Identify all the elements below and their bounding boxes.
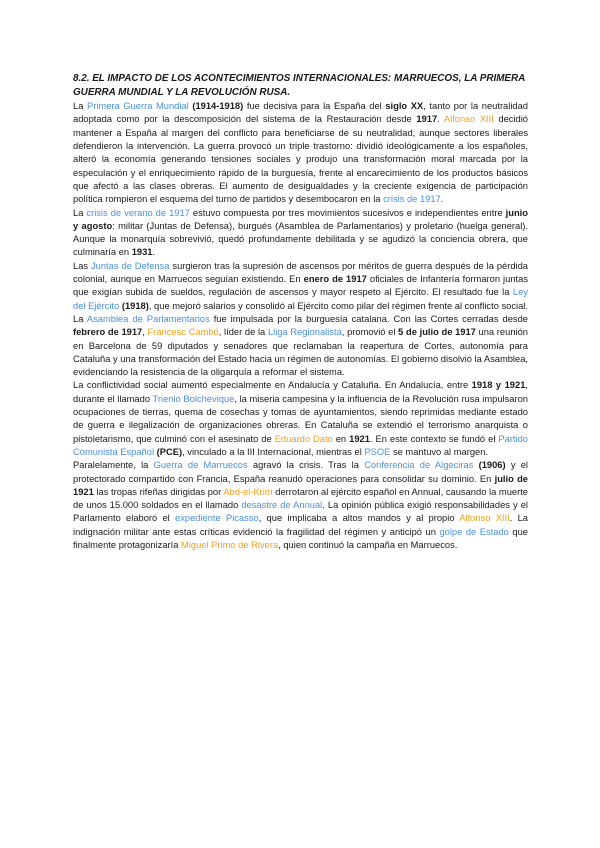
text-run: fue decisiva para la España del (243, 101, 386, 112)
document-page (73, 72, 528, 552)
link-term[interactable]: Ley del Ejército (73, 287, 528, 311)
paragraph (73, 379, 528, 459)
link-term[interactable]: Asamblea de Parlamentarios (86, 313, 210, 324)
link-term[interactable]: crisis de 1917 (383, 194, 441, 205)
text-run: Paralelamente, la (73, 460, 154, 471)
text-run: . (440, 194, 444, 205)
text-run: y el protectorado compartido con Francia, España reanudó operaciones para consolidar su dominio. En (73, 460, 528, 484)
text-run: , líder de la (218, 327, 268, 338)
text-run: , tanto por la neutralidad adoptada como por la descomposición del sistema de la Restauración desde (73, 101, 528, 125)
bold-text: 1931 (131, 247, 153, 258)
link-term[interactable]: Trienio Bolchevique (152, 393, 235, 404)
text-run: en (332, 433, 350, 444)
section-title: 8.2. EL IMPACTO DE LOS ACONTECIMIENTOS INTERNACIONALES: MARRUECOS, LA PRIMERA GUERRA MUNDIAL Y LA REVOLUCIÓN RUSA. (73, 73, 525, 98)
text-run: , quien continuó la campaña en Marruecos. (278, 539, 458, 550)
paragraph (73, 100, 528, 206)
link-term[interactable]: Conferencia de Algeciras (364, 460, 474, 471)
bold-text: 1918 y 1921 (471, 380, 526, 391)
text-run: . (437, 114, 444, 125)
link-term[interactable]: PSOE (364, 446, 391, 457)
link-person[interactable]: Alfonso XIII (459, 513, 510, 524)
link-person[interactable]: Abd-el-Krim (223, 486, 273, 497)
link-term[interactable]: Partido Comunista Español (73, 433, 528, 457)
bold-text: 1921 (349, 433, 370, 444)
link-term[interactable]: Primera Guerra Mundial (87, 101, 189, 112)
link-term[interactable]: desastre de Annual (241, 500, 323, 511)
text-run: , durante el llamado (73, 380, 528, 404)
bold-text: (1906) (478, 460, 506, 471)
text-run: : militar (Juntas de Defensa), burgués (Asamblea de Parlamentarios) y proletario (huelga general). Aunque la monarquía sobrevivió, quedó profundamente debilitada y se agudizó la conciencia obrera, que culminaría en (73, 220, 528, 258)
text-run: oficiales de Infantería formaron juntas que exigían subida de sueldos, regulación de ascensos y mayor respeto al Ejército. El resultado fue la (73, 274, 528, 298)
text-run: se mantuvo al margen. (390, 446, 488, 457)
text-run: fue impulsada por la burguesía catalana. Con las Cortes cerradas desde (209, 313, 528, 324)
bold-text: (1918) (121, 300, 149, 311)
link-term[interactable]: golpe de Estado (439, 526, 509, 537)
text-run: . (152, 247, 156, 258)
text-run: La (73, 207, 87, 218)
bold-text: 5 de julio de 1917 (398, 327, 476, 338)
bold-text: 1917 (416, 114, 438, 125)
link-person[interactable]: Alfonso XIII (443, 114, 494, 125)
bold-text: junio y agosto (73, 207, 528, 231)
text-run: que finalmente protagonizaría (73, 526, 529, 550)
paragraph (73, 313, 528, 379)
bold-text: (1914-1918) (192, 101, 244, 112)
text-run: . En este contexto se fundó el (369, 433, 499, 444)
paragraph (73, 207, 528, 260)
text-run: La conflictividad social aumentó especialmente en Andalucía y Cataluña. En Andalucía, entre (73, 380, 472, 391)
text-run: . La opinión pública exigió responsabilidades y el Parlamento elaboró el (73, 500, 528, 524)
text-run: agravó la crisis. Tras la (247, 460, 365, 471)
paragraph (73, 260, 528, 313)
link-term[interactable]: crisis de verano de 1917 (86, 207, 190, 218)
text-run: decidió mantener a España al margen del conflicto para beneficiarse de su neutralidad, aunque sectores liberales defendieron la intervención. La guerra provocó un triple trastorno: dividió ideológicamente a los españoles, alteró la economía generando tensiones sociales y produjo una transformación moral marcada por la especulación y el enriquecimiento rápido de la burguesía, frente al encarecimiento de los productos básicos que afectó a las clases obreras. El aumento de desigualdades y la creciente exigencia de participación política rompieron el esquema del turno de partidos y desembocaron en la (73, 114, 528, 205)
bold-text: siglo XX (385, 101, 424, 112)
link-term[interactable]: Lliga Regionalista (267, 327, 342, 338)
text-run: estuvo compuesta por tres movimientos sucesivos e independientes entre (189, 207, 506, 218)
link-person[interactable]: Francesc Cambó (147, 327, 219, 338)
link-term[interactable]: expediente Picasso (175, 513, 259, 524)
text-run: La (73, 101, 87, 112)
text-run: una reunión en Barcelona de 59 diputados y senadores que reclamaban la reapertura de Cortes, autonomía para Cataluña y una transformación del Estado hacia un régimen de autonomías. El gobierno disolvió la Asamblea, evidenciando la resistencia de la oligarquía a reformar el sistema. (73, 327, 529, 378)
link-person[interactable]: Miguel Primo de Rivera (181, 539, 279, 550)
text-run: La (73, 313, 87, 324)
text-run: derrotaron al ejército español en Annual, causando la muerte de unos 15.000 soldados en el llamado (73, 486, 528, 511)
paragraph (73, 459, 528, 552)
document-body (73, 100, 528, 552)
link-person[interactable]: Eduardo Dato (274, 433, 333, 444)
bold-text: (PCE) (156, 446, 183, 457)
text-run: . La indignación militar ante estas críticas evidenció la fragilidad del régimen y anticipó un (73, 513, 528, 537)
bold-text: febrero de 1917 (73, 327, 143, 338)
text-run: , vinculado a la III Internacional, mientras el (182, 446, 365, 457)
link-term[interactable]: Juntas de Defensa (90, 260, 170, 271)
text-run: , promovió el (341, 327, 399, 338)
text-run: , que implicaba a altos mandos y al propio (258, 513, 460, 524)
bold-text: julio de 1921 (73, 473, 529, 497)
bold-text: enero de 1917 (303, 274, 367, 285)
text-run: , la miseria campesina y la influencia de la Revolución rusa impulsaron ocupaciones de tierras, quema de cosechas y tomas de ayuntamientos, siendo reprimidas mediante estado de guerra e ilegalización de organizaciones obreras. En Cataluña se extendió el terrorismo anarquista o pistoletarismo, que culminó con el asesinato de (73, 393, 528, 444)
link-term[interactable]: Guerra de Marruecos (153, 460, 248, 471)
text-run: surgieron tras la supresión de ascensos por méritos de guerra después de la pérdida colonial, aunque en Marruecos seguían existiendo. En (73, 260, 528, 285)
text-run: Las (73, 260, 91, 271)
text-run: , (142, 327, 148, 338)
text-run: , que mejoró salarios y consolidó al Ejército como pilar del régimen frente al conflicto social. (148, 300, 528, 311)
text-run: las tropas rifeñas dirigidas por (93, 486, 224, 497)
